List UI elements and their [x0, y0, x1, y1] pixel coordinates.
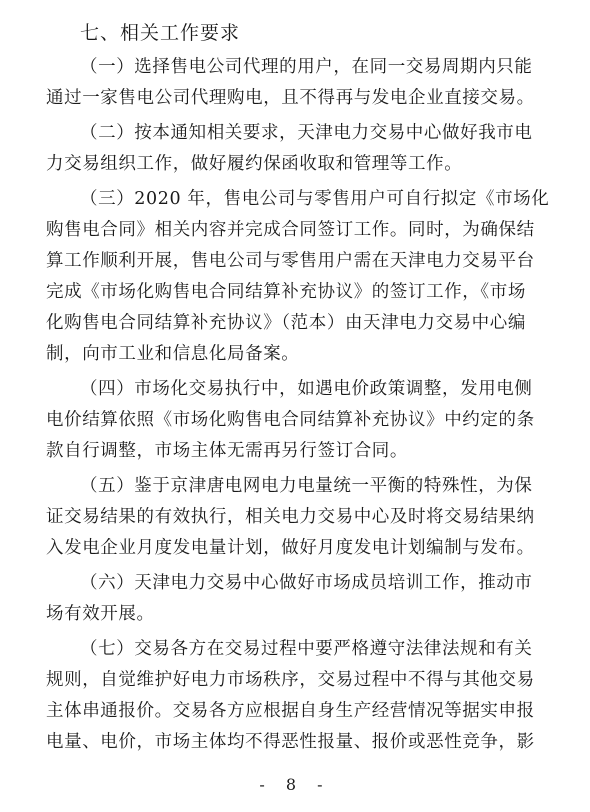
paragraph-line: （六）天津电力交易中心做好市场成员培训工作，推动市: [80, 573, 533, 593]
paragraph-line: 证交易结果的有效执行，相关电力交易中心及时将交易结果纳: [46, 507, 535, 527]
paragraph-line: （三）2020 年，售电公司与零售用户可自行拟定《市场化: [80, 189, 550, 209]
body-text: [46, 52, 566, 762]
paragraph-line: 电量、电价，市场主体均不得恶性报量、报价或恶性竞争，影: [46, 732, 535, 752]
paragraph-line: （五）鉴于京津唐电网电力电量统一平衡的特殊性，为保: [80, 476, 533, 496]
paragraph-line: 制，向市工业和信息化局备案。: [46, 344, 300, 364]
section-heading: 七、相关工作要求: [80, 22, 241, 44]
paragraph-5: [46, 471, 566, 564]
paragraph-6: [46, 568, 566, 630]
paragraph-line: 电价结算依照《市场化购售电合同结算补充协议》中约定的条: [46, 410, 535, 430]
paragraph-4: [46, 374, 566, 467]
paragraph-line: 通过一家售电公司代理购电，且不得再与发电企业直接交易。: [46, 88, 535, 108]
paragraph-line: 化购售电合同结算补充协议》（范本）由天津电力交易中心编: [46, 313, 526, 333]
paragraph-line: （四）市场化交易执行中，如遇电价政策调整，发用电侧: [80, 379, 533, 399]
paragraph-line: 完成《市场化购售电合同结算补充协议》的签订工作，《市场: [46, 282, 526, 302]
paragraph-7: [46, 634, 566, 758]
paragraph-line: （二）按本通知相关要求，天津电力交易中心做好我市电: [80, 123, 533, 143]
paragraph-line: 款自行调整，市场主体无需再另行签订合同。: [46, 441, 408, 461]
paragraph-2: [46, 118, 566, 180]
paragraph-line: 规则，自觉维护好电力市场秩序，交易过程中不得与其他交易: [46, 670, 535, 690]
paragraph-line: 入发电企业月度发电量计划，做好月度发电计划编制与发布。: [46, 538, 535, 558]
page-number: - 8 -: [259, 775, 331, 794]
paragraph-line: （七）交易各方在交易过程中要严格遵守法律法规和有关: [80, 639, 533, 659]
paragraph-line: 算工作顺利开展，售电公司与零售用户需在天津电力交易平台: [46, 251, 535, 271]
paragraph-3: [46, 184, 566, 370]
paragraph-1: [46, 52, 566, 114]
paragraph-line: 主体串通报价。交易各方应根据自身生产经营情况等据实申报: [46, 701, 535, 721]
paragraph-line: （一）选择售电公司代理的用户，在同一交易周期内只能: [80, 57, 533, 77]
paragraph-line: 购售电合同》相关内容并完成合同签订工作。同时，为确保结: [46, 220, 535, 240]
paragraph-line: 场有效开展。: [46, 604, 155, 624]
paragraph-line: 力交易组织工作，做好履约保函收取和管理等工作。: [46, 154, 463, 174]
